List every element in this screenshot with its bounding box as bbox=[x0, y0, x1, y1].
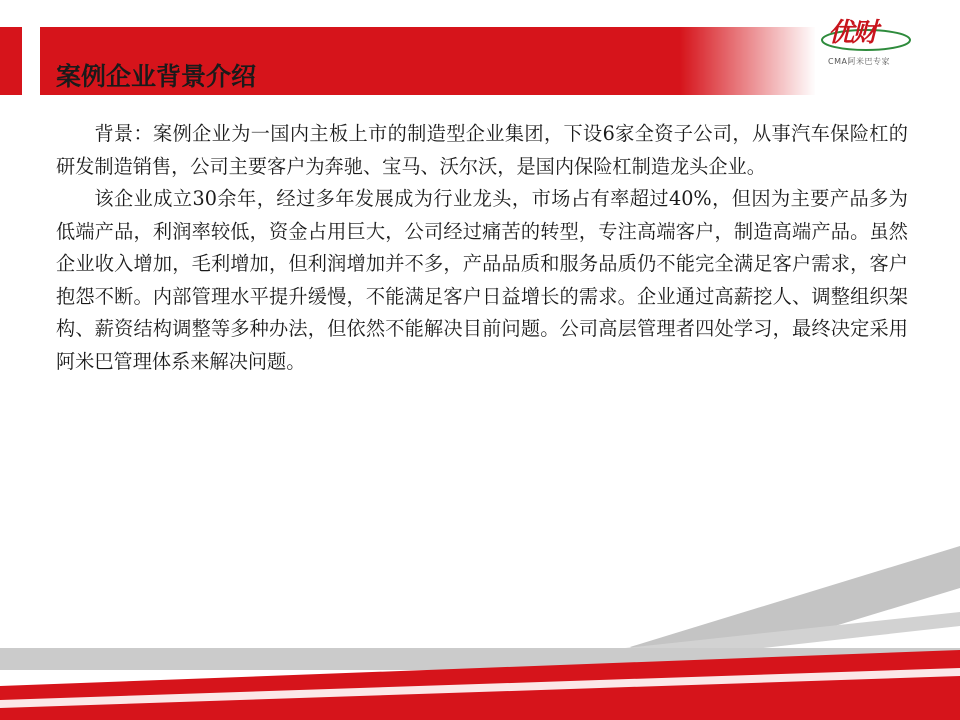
header-bar-fade bbox=[680, 27, 816, 95]
bottom-stripes-decoration bbox=[0, 540, 960, 720]
body-text bbox=[56, 118, 908, 378]
logo-subtitle: CMA阿米巴专家 bbox=[828, 57, 890, 66]
header-bar-accent bbox=[0, 27, 22, 95]
logo-mark: 优财 bbox=[828, 18, 877, 48]
page-title: 案例企业背景介绍 bbox=[56, 62, 257, 91]
paragraph-background: 背景：案例企业为一国内主板上市的制造型企业集团，下设6家全资子公司，从事汽车保险杠的研发制造销售，公司主要客户为奔驰、宝马、沃尔沃，是国内保险杠制造龙头企业。 bbox=[56, 122, 908, 178]
company-logo bbox=[818, 12, 918, 72]
paragraph-details: 该企业成立30余年，经过多年发展成为行业龙头，市场占有率超过40%，但因为主要产品多为低端产品，利润率较低，资金占用巨大，公司经过痛苦的转型，专注高端客户，制造高端产品。虽然企业收入增加，毛利增加，但利润增加并不多，产品品质和服务品质仍不能完全满足客户需求，客户抱怨不断。内部管理水平提升缓慢，不能满足客户日益增长的需求。企业通过高薪挖人、调整组织架构、薪资结构调整等多种办法，但依然不能解决目前问题。公司高层管理者四处学习，最终决定采用阿米巴管理体系来解决问题。 bbox=[56, 187, 908, 373]
